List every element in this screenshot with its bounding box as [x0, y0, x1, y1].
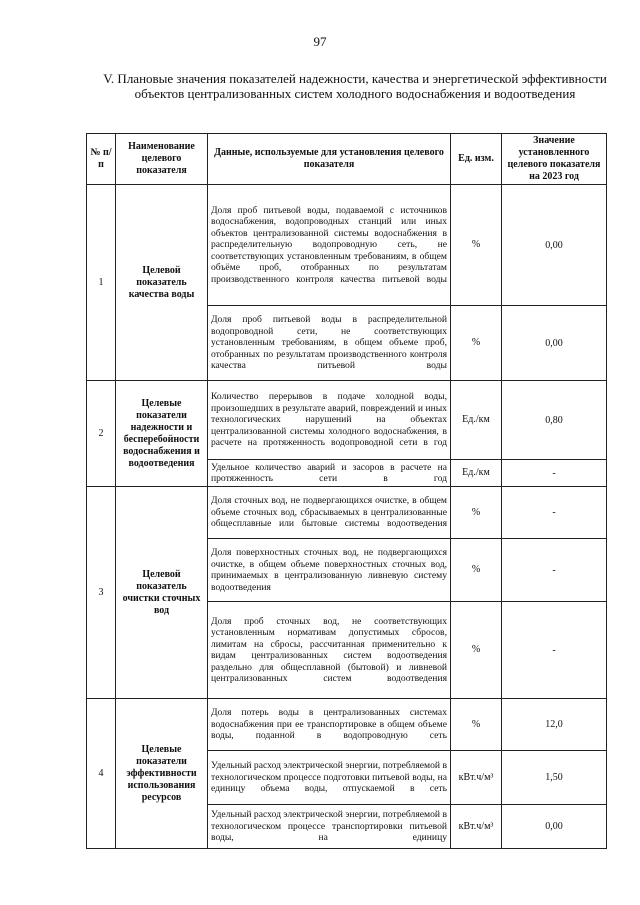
section-title: V. Плановые значения показателей надежности, качества и энергетической эффективности объектов централизованных систем холодного водоснабжения и водоотведения	[103, 71, 607, 101]
indicator-data: Удельный расход электрической энергии, потребляемой в технологическом процессе транспортировки питьевой воды, на единицу	[208, 805, 451, 849]
unit-cell: %	[451, 602, 502, 699]
page-number: 97	[313, 34, 327, 49]
table-row	[87, 699, 607, 751]
header-unit: Ед. изм.	[451, 134, 502, 185]
unit-cell: %	[451, 306, 502, 381]
row-number: 1	[87, 185, 116, 381]
table-header-row	[87, 134, 607, 185]
indicator-name: Целевой показатель качества воды	[116, 185, 208, 381]
indicator-data: Доля проб питьевой воды в распределительной водопроводной сети, не соответствующих установленным требованиям, в общем объеме проб, отобранных по результатам производственного контроля качества питьевой воды	[208, 306, 451, 381]
indicator-data: Доля проб питьевой воды, подаваемой с источников водоснабжения, водопроводных станций или иных объектов централизованной системы водоснабжения в распределительную водопроводную сеть, не соответствующих установленным требованиям, в общем объёме проб, отобранных по результатам производственного контроля качества питьевой воды	[208, 185, 451, 306]
unit-cell: кВт.ч/м³	[451, 805, 502, 849]
indicator-name: Целевые показатели надежности и бесперебойности водоснабжения и водоотведения	[116, 381, 208, 487]
row-number: 3	[87, 487, 116, 699]
value-cell: 12,0	[502, 699, 607, 751]
unit-cell: %	[451, 699, 502, 751]
indicator-data: Количество перерывов в подаче холодной воды, произошедших в результате аварий, повреждений и иных технологических нарушений на объектах централизованной системы холодного водоснабжения, в расчете на протяженность водопроводной сети в год	[208, 381, 451, 460]
indicator-data: Доля поверхностных сточных вод, не подвергающихся очистке, в общем объеме поверхностных сточных вод, принимаемых в централизованную ливневую систему водоотведения	[208, 539, 451, 602]
table-row	[87, 185, 607, 306]
unit-cell: Ед./км	[451, 460, 502, 487]
value-cell: -	[502, 602, 607, 699]
value-cell: 0,00	[502, 185, 607, 306]
header-data: Данные, используемые для установления целевого показателя	[208, 134, 451, 185]
value-cell: 1,50	[502, 751, 607, 805]
unit-cell: %	[451, 487, 502, 539]
value-cell: 0,00	[502, 805, 607, 849]
value-cell: 0,80	[502, 381, 607, 460]
header-name: Наименование целевого показателя	[116, 134, 208, 185]
header-num: № п/п	[87, 134, 116, 185]
value-cell: -	[502, 539, 607, 602]
value-cell: -	[502, 487, 607, 539]
indicator-data: Доля проб сточных вод, не соответствующих установленным нормативам допустимых сбросов, лимитам на сбросы, рассчитанная применительно к видам централизованных систем водоотведения раздельно для общесплавной (бытовой) и ливневой централизованных систем водоотведения	[208, 602, 451, 699]
value-cell: 0,00	[502, 306, 607, 381]
indicators-table	[86, 133, 607, 849]
indicator-name: Целевые показатели эффективности использования ресурсов	[116, 699, 208, 849]
unit-cell: кВт.ч/м³	[451, 751, 502, 805]
table-row	[87, 381, 607, 460]
indicator-data: Удельное количество аварий и засоров в расчете на протяженность сети в год	[208, 460, 451, 487]
indicator-name: Целевой показатель очистки сточных вод	[116, 487, 208, 699]
row-number: 4	[87, 699, 116, 849]
unit-cell: Ед./км	[451, 381, 502, 460]
unit-cell: %	[451, 185, 502, 306]
header-value: Значение установленного целевого показателя на 2023 год	[502, 134, 607, 185]
value-cell: -	[502, 460, 607, 487]
row-number: 2	[87, 381, 116, 487]
indicator-data: Удельный расход электрической энергии, потребляемой в технологическом процессе подготовки питьевой воды, на единицу объема воды, отпускаемой в сеть	[208, 751, 451, 805]
indicator-data: Доля сточных вод, не подвергающихся очистке, в общем объеме сточных вод, сбрасываемых в централизованные общесплавные или бытовые системы водоотведения	[208, 487, 451, 539]
unit-cell: %	[451, 539, 502, 602]
indicator-data: Доля потерь воды в централизованных системах водоснабжения при ее транспортировке в общем объеме воды, поданной в водопроводную сеть	[208, 699, 451, 751]
table-row	[87, 487, 607, 539]
